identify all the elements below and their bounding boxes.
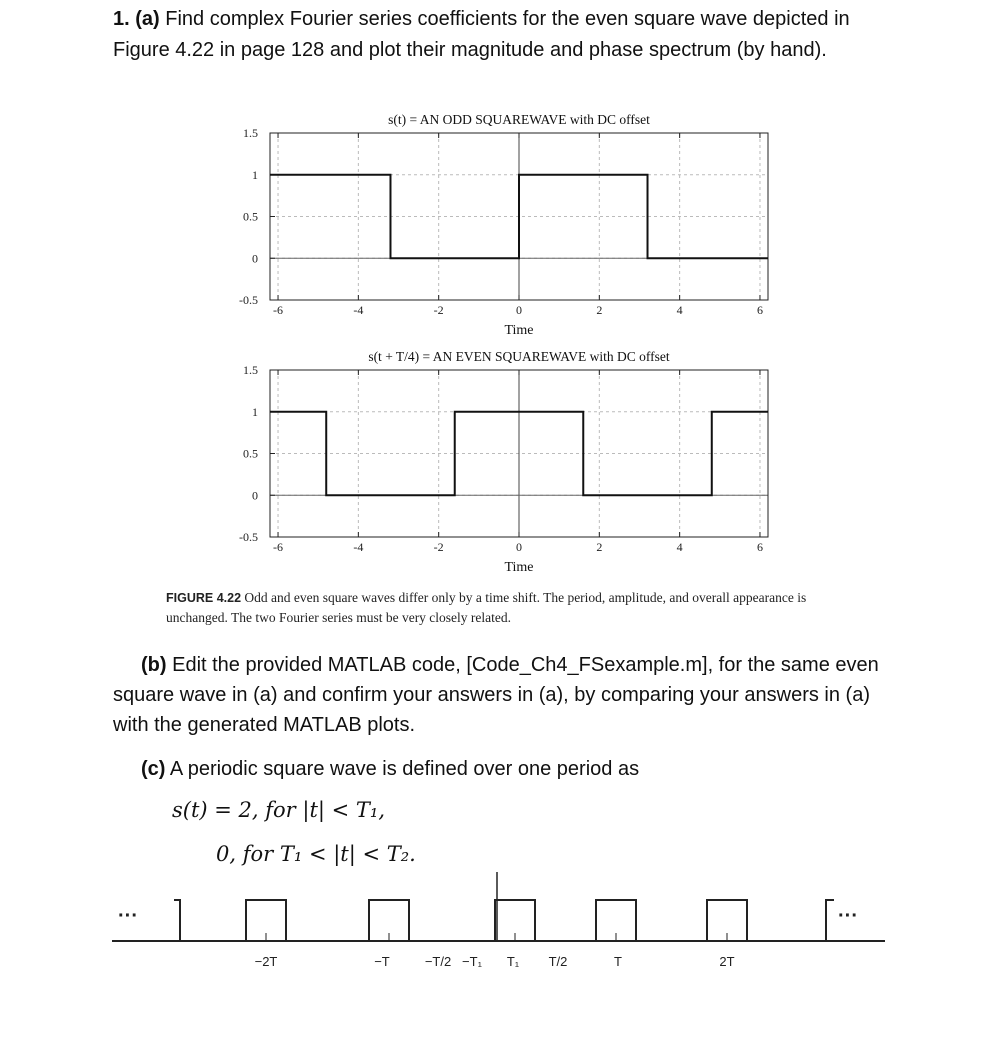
x-tick-label: -2: [433, 540, 444, 554]
y-tick-label: 1: [252, 167, 258, 182]
part-c-text: A periodic square wave is defined over one period as: [165, 758, 640, 780]
even-squarewave-plot: [239, 349, 768, 575]
y-tick-label: 1: [252, 404, 258, 419]
question-part-b: [113, 650, 903, 740]
math-definition-line-1: s(t) = 2, for |t| < T₁,: [172, 798, 386, 822]
part-b-label: (b): [141, 654, 167, 676]
part-b-text: Edit the provided MATLAB code, [Code_Ch4_FSexample.m], for the same even square wave in (a) and confirm your answers in (a), by comparing your answers in (a) with the generated MATLAB plots.: [113, 654, 879, 736]
y-tick-label: 1.5: [243, 363, 258, 377]
y-tick-label: -0.5: [239, 530, 258, 544]
x-tick-label: 0: [516, 303, 522, 317]
x-tick-label: -4: [353, 540, 364, 554]
part-c-label: (c): [141, 758, 166, 780]
x-tick-label: -6: [273, 540, 284, 554]
pulse-partial-left: [160, 900, 180, 941]
part-a-label: 1. (a): [113, 8, 160, 30]
y-tick-label: 0.5: [243, 446, 258, 461]
x-tick-label: 6: [756, 540, 763, 554]
y-tick-label: -0.5: [239, 293, 258, 307]
x-tick-label: 6: [756, 303, 763, 317]
ellipsis-right: ···: [838, 905, 858, 927]
chart-title: s(t) = AN ODD SQUAREWAVE with DC offset: [388, 112, 650, 127]
pulse-axis-label: −T: [374, 954, 390, 969]
chart-title: s(t + T/4) = AN EVEN SQUAREWAVE with DC offset: [368, 349, 670, 364]
pulse-axis-label: −T/2: [424, 954, 452, 969]
ellipsis-left: ···: [118, 905, 138, 927]
figure-caption: [166, 588, 846, 628]
pulse-axis-label: T: [614, 954, 622, 969]
x-tick-label: 0: [516, 540, 522, 554]
y-tick-label: 0.5: [243, 209, 258, 224]
pulse-axis-label: 2T: [719, 954, 735, 969]
x-tick-label: 2: [596, 540, 603, 554]
x-tick-label: 2: [596, 303, 603, 317]
x-tick-label: 4: [676, 540, 683, 554]
y-tick-label: 0: [252, 488, 258, 503]
x-tick-label: -4: [353, 303, 364, 317]
pulse-train-diagram: [112, 872, 885, 969]
y-tick-label: 0: [252, 251, 258, 266]
pulse-axis-label: T₁: [506, 954, 520, 969]
question-part-c: [141, 754, 639, 784]
x-axis-label: Time: [504, 323, 534, 338]
figure-caption-label: FIGURE 4.22: [166, 591, 242, 605]
pulse-axis-label: −2T: [254, 954, 278, 969]
x-axis-label: Time: [504, 560, 534, 575]
pulse-partial-right: [826, 900, 834, 941]
x-tick-label: -2: [433, 303, 444, 317]
odd-squarewave-plot: [239, 112, 768, 338]
math-definition-line-2: 0, for T₁ < |t| < T₂.: [216, 842, 416, 866]
x-tick-label: -6: [273, 303, 284, 317]
figure-caption-text: Odd and even square waves differ only by a time shift. The period, amplitude, and overall appearance is unchanged. The two Fourier series must be very closely related.: [166, 590, 807, 625]
x-tick-label: 4: [676, 303, 683, 317]
pulse-axis-label: −T₁: [462, 954, 482, 969]
y-tick-label: 1.5: [243, 126, 258, 140]
pulse-axis-label: T/2: [548, 954, 568, 969]
part-a-text: Find complex Fourier series coefficients for the even square wave depicted in Figure 4.22 in page 128 and plot their magnitude and phase spectrum (by hand).: [113, 8, 850, 61]
